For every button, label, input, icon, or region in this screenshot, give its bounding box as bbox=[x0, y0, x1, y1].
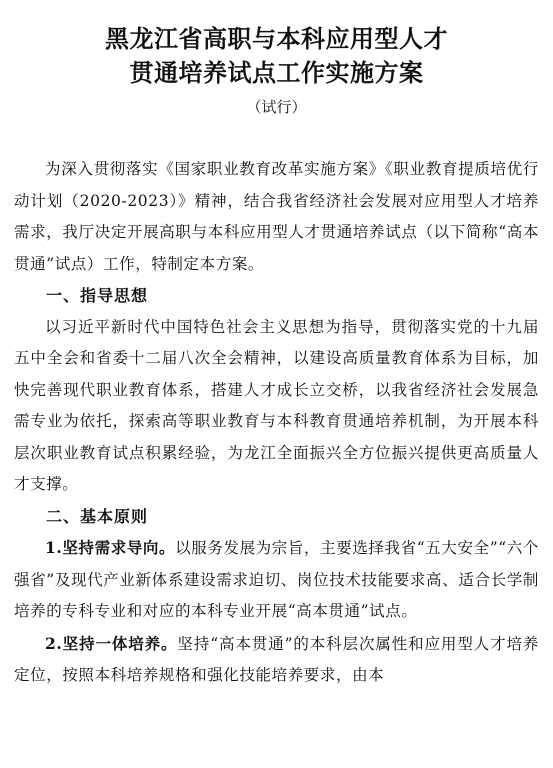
principle2-lead: 2.坚持一体培养。 bbox=[45, 633, 178, 653]
document-page bbox=[0, 22, 553, 768]
section1-heading: 一、指导思想 bbox=[46, 286, 149, 305]
principle1-text: 以服务发展为宗旨，主要选择我省“五大安全”“六个强省”及现代产业新体系建设需求迫切、岗位技术技能要求高、适合长学制培养的专科专业和对应的本科专业开展“高本贯通”试点。 bbox=[14, 539, 539, 620]
section2-heading: 二、基本原则 bbox=[46, 506, 149, 526]
document-title-line2: 贯通培养试点工作实施方案 bbox=[129, 58, 424, 87]
document-subtitle: （试行） bbox=[246, 98, 307, 116]
principle2-text: 坚持“高本贯通”的本科层次属性和应用型人才培养定位，按照本科培养规格和强化技能培养要求，由本 bbox=[14, 634, 539, 684]
section1-paragraph: 以习近平新时代中国特色社会主义思想为指导，贯彻落实党的十九届五中全会和省委十二届八次全会精神，以建设高质量教育体系为目标，加快完善现代职业教育体系，搭建人才成长立交桥，以我省经济社会发展急需专业为依托，探索高等职业教育与本科教育贯通培养机制，为开展本科层次职业教育试点积累经验，为龙江全面振兴全方位振兴提供更高质量人才支撑。 bbox=[14, 317, 539, 493]
principle2-paragraph bbox=[14, 628, 539, 692]
intro-paragraph: 为深入贯彻落实《国家职业教育改革实施方案》《职业教育提质培优行动计划（2020-2023）》精神，结合我省经济社会发展对应用型人才培养需求，我厅决定开展高职与本科应用型人才贯通培养试点（以下简称“高本贯通”试点）工作，特制定本方案。 bbox=[14, 160, 539, 273]
document-title-line1: 黑龙江省高职与本科应用型人才 bbox=[105, 24, 448, 53]
principle1-lead: 1.坚持需求导向。 bbox=[45, 538, 176, 557]
principle1-paragraph bbox=[14, 532, 539, 628]
